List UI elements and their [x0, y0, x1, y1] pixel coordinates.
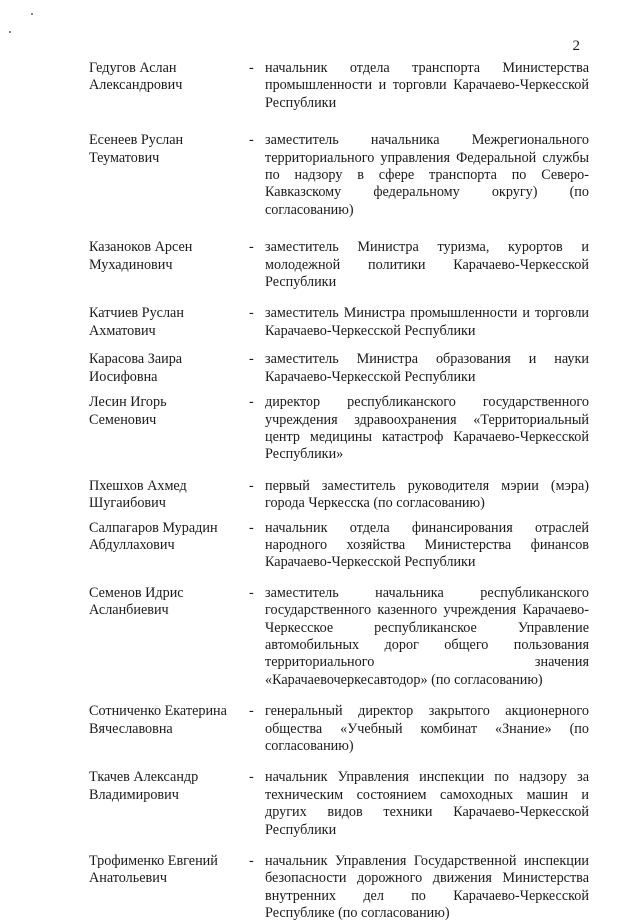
separator-dash: -: [249, 351, 254, 368]
member-role: начальник отдела транспорта Министерства промышленности и торговли Карачаево-Черкесской Республики: [265, 60, 589, 111]
member-name: Семенов Идрис Асланбиевич: [89, 584, 184, 619]
list-item: [89, 478, 589, 513]
scan-speck: [9, 31, 11, 33]
member-role: заместитель Министра образования и науки Карачаево-Черкесской Республики: [265, 351, 589, 385]
member-name: Трофименко Евгений Анатольевич: [89, 853, 218, 887]
list-item: [89, 132, 589, 219]
separator-dash: -: [249, 60, 254, 76]
member-name: Пхешхов Ахмед Шугаибович: [89, 477, 187, 512]
separator-dash: -: [249, 769, 254, 786]
member-name: Карасова Заира Иосифовна: [89, 351, 183, 385]
member-list: [89, 60, 589, 923]
list-item: [89, 520, 589, 572]
list-item: [89, 239, 589, 291]
separator-dash: -: [249, 519, 254, 536]
member-role: заместитель Министра туризма, курортов и молодежной политики Карачаево-Черкесской Республики: [265, 239, 589, 291]
member-role: начальник Управления инспекции по надзору за техническим состоянием самоходных машин и других видов техники Карачаево-Черкесской Республики: [265, 769, 589, 838]
member-name: Лесин Игорь Семенович: [89, 394, 167, 428]
separator-dash: -: [249, 477, 254, 494]
list-item: [89, 853, 589, 923]
member-role: начальник Управления Государственной инспекции безопасности дорожного движения Министерства внутренних дел по Карачаево-Черкесской Республике (по согласованию): [265, 853, 589, 922]
member-role: директор республиканского государственного учреждения здравоохранения «Территориальный центр медицины катастроф Карачаево-Черкесской Республики»: [265, 394, 589, 463]
member-role: заместитель Министра промышленности и торговли Карачаево-Черкесской Республики: [265, 305, 589, 339]
separator-dash: -: [249, 394, 254, 411]
member-name: Салпагаров Мурадин Абдуллахович: [89, 519, 218, 553]
member-role: первый заместитель руководителя мэрии (мэра) города Черкесска (по согласованию): [265, 477, 589, 512]
list-item: [89, 60, 589, 112]
member-name: Есенеев Руслан Теуматович: [89, 132, 184, 166]
list-item: [89, 703, 589, 755]
member-role: заместитель начальника Межрегионального территориального управления Федеральной службы по надзору в сфере транспорта по Северо-Кавказскому федеральному округу) (по согласованию): [265, 132, 589, 218]
member-role: генеральный директор закрытого акционерного общества «Учебный комбинат «Знание» (по согласованию): [265, 703, 589, 754]
list-item: [89, 585, 589, 689]
member-name: Гедугов Аслан Александрович: [89, 60, 183, 94]
separator-dash: -: [249, 239, 254, 256]
member-name: Ткачев Александр Владимирович: [89, 769, 199, 803]
list-item: [89, 305, 589, 340]
member-name: Сотниченко Екатерина Вячеславовна: [89, 703, 227, 737]
separator-dash: -: [249, 132, 254, 149]
member-role: начальник отдела финансирования отраслей народного хозяйства Министерства финансов Карачаево-Черкесской Республики: [265, 519, 589, 571]
member-role: заместитель начальника республиканского государственного казенного учреждения Карачаево-Черкесское республиканское Управление автомобильных дорог общего пользования территориального значения «Карачаевочеркесавтодор» (по согласованию): [265, 584, 589, 688]
list-item: [89, 769, 589, 839]
member-name: Катчиев Руслан Ахматович: [89, 305, 184, 339]
separator-dash: -: [249, 703, 254, 720]
page-number: 2: [572, 38, 580, 54]
list-item: [89, 351, 589, 386]
scan-speck: [31, 13, 33, 15]
separator-dash: -: [249, 584, 254, 601]
separator-dash: -: [249, 853, 254, 870]
list-item: [89, 394, 589, 464]
separator-dash: -: [249, 305, 254, 322]
member-name: Казаноков Арсен Мухадинович: [89, 239, 193, 273]
